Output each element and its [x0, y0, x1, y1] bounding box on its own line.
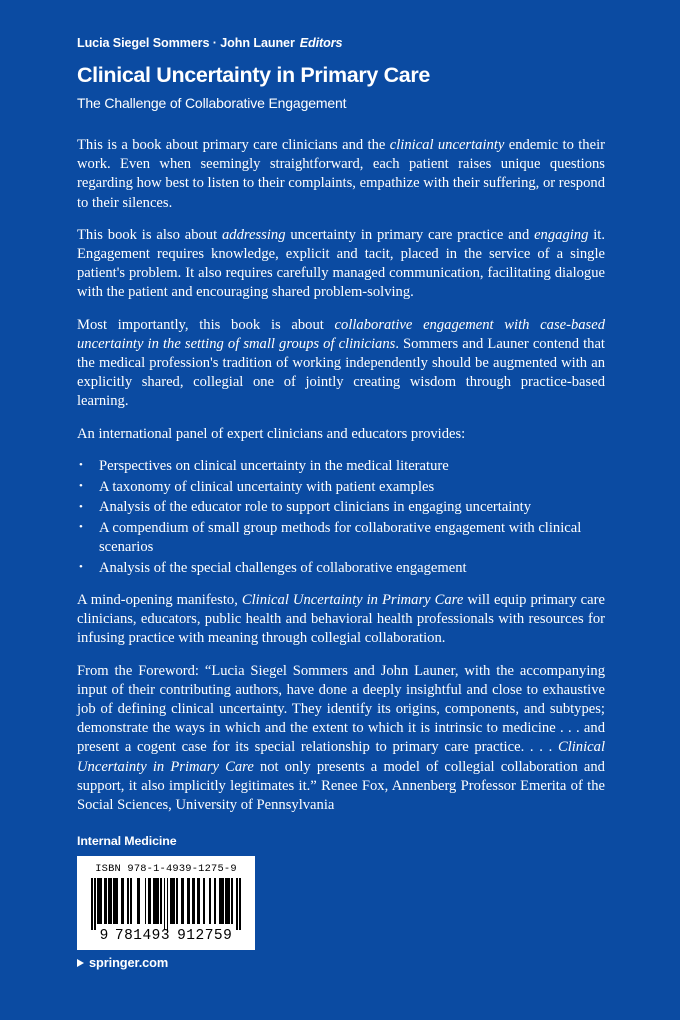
p2-italic-a: addressing: [221, 226, 286, 243]
blurb-paragraph-4: [77, 591, 605, 649]
list-item: • Analysis of the educator role to support clinicians in engaging uncertainty: [77, 498, 605, 517]
editors-names: Lucia Siegel Sommers · John Launer: [77, 36, 295, 50]
subject-category-label: Internal Medicine: [77, 834, 177, 848]
blurb-paragraph-5-foreword: [77, 662, 605, 816]
p4-text-b: will equip primary care clinicians, educators, public health and behavioral health professionals with resources for infusing practice with meaning through collegial collaboration.: [77, 592, 605, 647]
p5-text-b: not only presents a model of collegial collaboration and support, it also implicitly legitimates it.” Renee Fox, Annenberg Professor Emerita of the Social Sciences, University of Pennsylvania: [77, 758, 605, 814]
p2-italic-b: engaging: [534, 226, 589, 243]
isbn-number: ISBN 978-1-4939-1275-9: [95, 863, 237, 875]
p2-text-c: it. Engagement requires knowledge, explicit and tacit, placed in the service of a single patient's problem. It also requires carefully managed communication, facilitating dialogue with the patient and encouraging shared problem-solving.: [77, 226, 605, 301]
p4-italic-a: Clinical Uncertainty in Primary Care: [241, 592, 464, 609]
isbn-barcode: [77, 856, 255, 950]
p5-text-a: From the Foreword: “Lucia Siegel Sommers and John Launer, with the accompanying input of their contributing authors, have done a deeply insightful and close to exhaustive job of defining clinical uncertainty. They identify its origins, components, and subtypes; demonstrate the ways in which and the extent to which it is intrinsic to medicine . . . and present a cogent case for its special relationship to primary care practice. . . .: [77, 662, 605, 756]
blurb-paragraph-2: [77, 226, 605, 303]
list-item: • A compendium of small group methods for collaborative engagement with clinical scenarios: [77, 519, 605, 557]
p1-text-b: endemic to their work. Even when seemingly straightforward, each patient raises unique questions regarding how best to listen to their complaints, empathize with their suffering, or respond to their silences.: [77, 137, 605, 211]
p2-text-b: uncertainty in primary care practice and: [285, 226, 535, 243]
p3-italic-a: collaborative engagement with case-based uncertainty in the setting of small groups of clinicians: [77, 316, 606, 352]
panel-intro: An international panel of expert clinicians and educators provides:: [77, 425, 466, 442]
barcode-lead-digit: 9: [99, 928, 109, 944]
list-item: • A taxonomy of clinical uncertainty with patient examples: [77, 478, 605, 497]
editors-label: Editors: [299, 36, 343, 50]
blurb-paragraph-1: [77, 136, 605, 213]
p2-text-a: This book is also about: [77, 226, 222, 243]
book-subtitle: The Challenge of Collaborative Engagement: [77, 94, 347, 111]
p4-text-a: A mind-opening manifesto,: [77, 592, 242, 609]
list-item: • Perspectives on clinical uncertainty in the medical literature: [77, 457, 605, 476]
barcode-bars: [91, 878, 241, 930]
feature-list: [77, 457, 605, 578]
book-title: Clinical Uncertainty in Primary Care: [77, 63, 431, 88]
back-cover-blurb: [77, 136, 605, 815]
barcode-bar: [239, 878, 241, 930]
barcode-digits: [100, 929, 233, 944]
p5-italic-a: Clinical Uncertainty in Primary Care: [77, 739, 605, 775]
springer-url-label: springer.com: [89, 955, 169, 970]
blurb-paragraph-3: [77, 316, 605, 412]
triangle-icon: [77, 959, 84, 967]
springer-logo[interactable]: [77, 955, 168, 970]
p3-text-b: . Sommers and Launer contend that the medical profession's tradition of working independently should be augmented with an explicitly shared, collegial one of jointly creating wisdom through practice-based learning.: [77, 335, 605, 410]
barcode-group-2: 912759: [177, 928, 233, 944]
p3-text-a: Most importantly, this book is about: [77, 316, 335, 333]
cover-header: [77, 36, 607, 112]
p1-text-a: This is a book about primary care clinicians and the: [77, 137, 390, 153]
barcode-group-1: 781493: [114, 928, 171, 944]
list-item: • Analysis of the special challenges of collaborative engagement: [77, 559, 605, 578]
editors-line: [77, 36, 607, 51]
p1-italic-a: clinical uncertainty: [389, 137, 505, 153]
